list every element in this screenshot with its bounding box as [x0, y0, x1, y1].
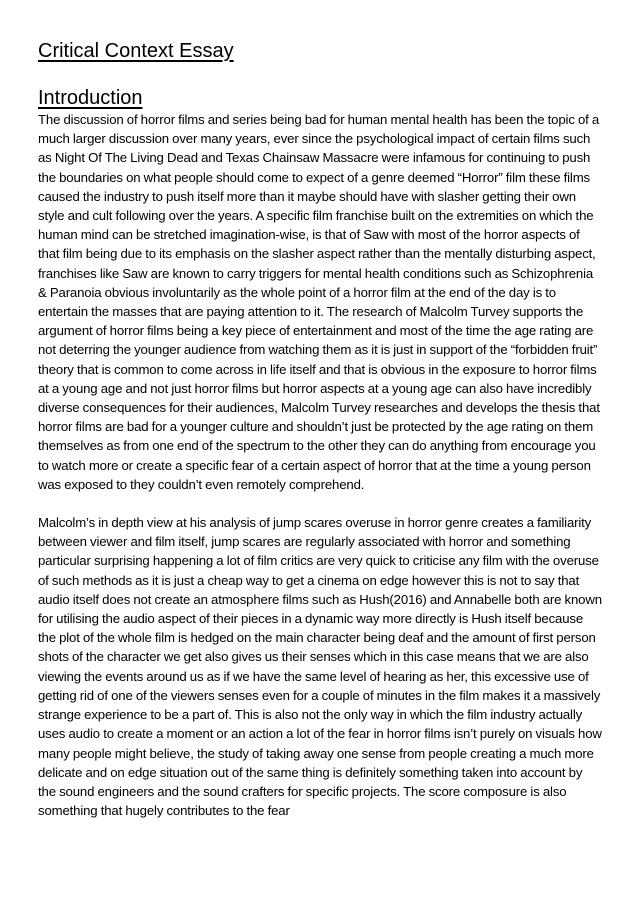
section-heading-introduction: Introduction: [38, 87, 143, 109]
body-paragraph: The discussion of horror films and series being bad for human mental health has been the topic of a much larger discussion over many years, ever since the psychological impact of certain films such as Night Of The Living Dead and Texas Chainsaw Massacre were infamous for continuing to push the boundaries on what people should come to expect of a genre deemed “Horror” film these films caused the industry to push itself more than it maybe should have with slasher getting their own style and cult following over the years. A specific film franchise built on the extremities on which the human mind can be stretched imagination-wise, is that of Saw with most of the horror aspects of that film being due to its emphasis on the slasher aspect rather than the mentally disturbing aspect, franchises like Saw are known to carry triggers for mental health conditions such as Schizophrenia & Paranoia obvious involuntarily as the whole point of a horror film at the end of the day is to entertain the masses that are paying attention to it. The research of Malcolm Turvey supports the argument of horror films being a key piece of entertainment and most of the time the age rating are not deterring the younger audience from watching them as it is just in support of the “forbidden fruit” theory that is common to come across in life itself and that is obvious in the exposure to horror films at a young age and not just horror films but horror aspects at a young age can also have incredibly diverse consequences for their audiences, Malcolm Turvey researches and develops the thesis that horror films are bad for a younger culture and shouldn’t just be protected by the age rating on them themselves as from one end of the spectrum to the other they can do anything from encourage you to watch more or create a specific fear of a certain aspect of horror that at the time a young person was exposed to they couldn’t even remotely comprehend.: [38, 112, 600, 492]
document-body: [38, 110, 602, 820]
body-paragraph: Malcolm’s in depth view at his analysis of jump scares overuse in horror genre creates a familiarity between viewer and film itself, jump scares are regularly associated with horror and something particular surprising happening a lot of film critics are very quick to criticise any film with the overuse of such methods as it is just a cheap way to get a cinema on edge however this is not to say that audio itself does not create an atmosphere films such as Hush(2016) and Annabelle both are known for utilising the audio aspect of their pieces in a dynamic way more directly is Hush itself because the plot of the whole film is hedged on the main character being deaf and the amount of first person shots of the character we get also gives us their senses which in this case means that we are also viewing the events around us as if we have the same level of hearing as her, this excessive use of getting rid of one of the viewers senses even for a couple of minutes in the film makes it a massively strange experience to be a part of. This is also not the only way in which the film industry actually uses audio to create a moment or an action a lot of the fear in horror films isn’t purely on visuals how many people might believe, the study of taking away one sense from people creating a much more delicate and on edge situation out of the same thing is definitely something taken into account by the sound engineers and the sound crafters for specific projects. The score composure is also something that hugely contributes to the fear: [38, 515, 602, 819]
document-title: Critical Context Essay: [38, 40, 234, 62]
